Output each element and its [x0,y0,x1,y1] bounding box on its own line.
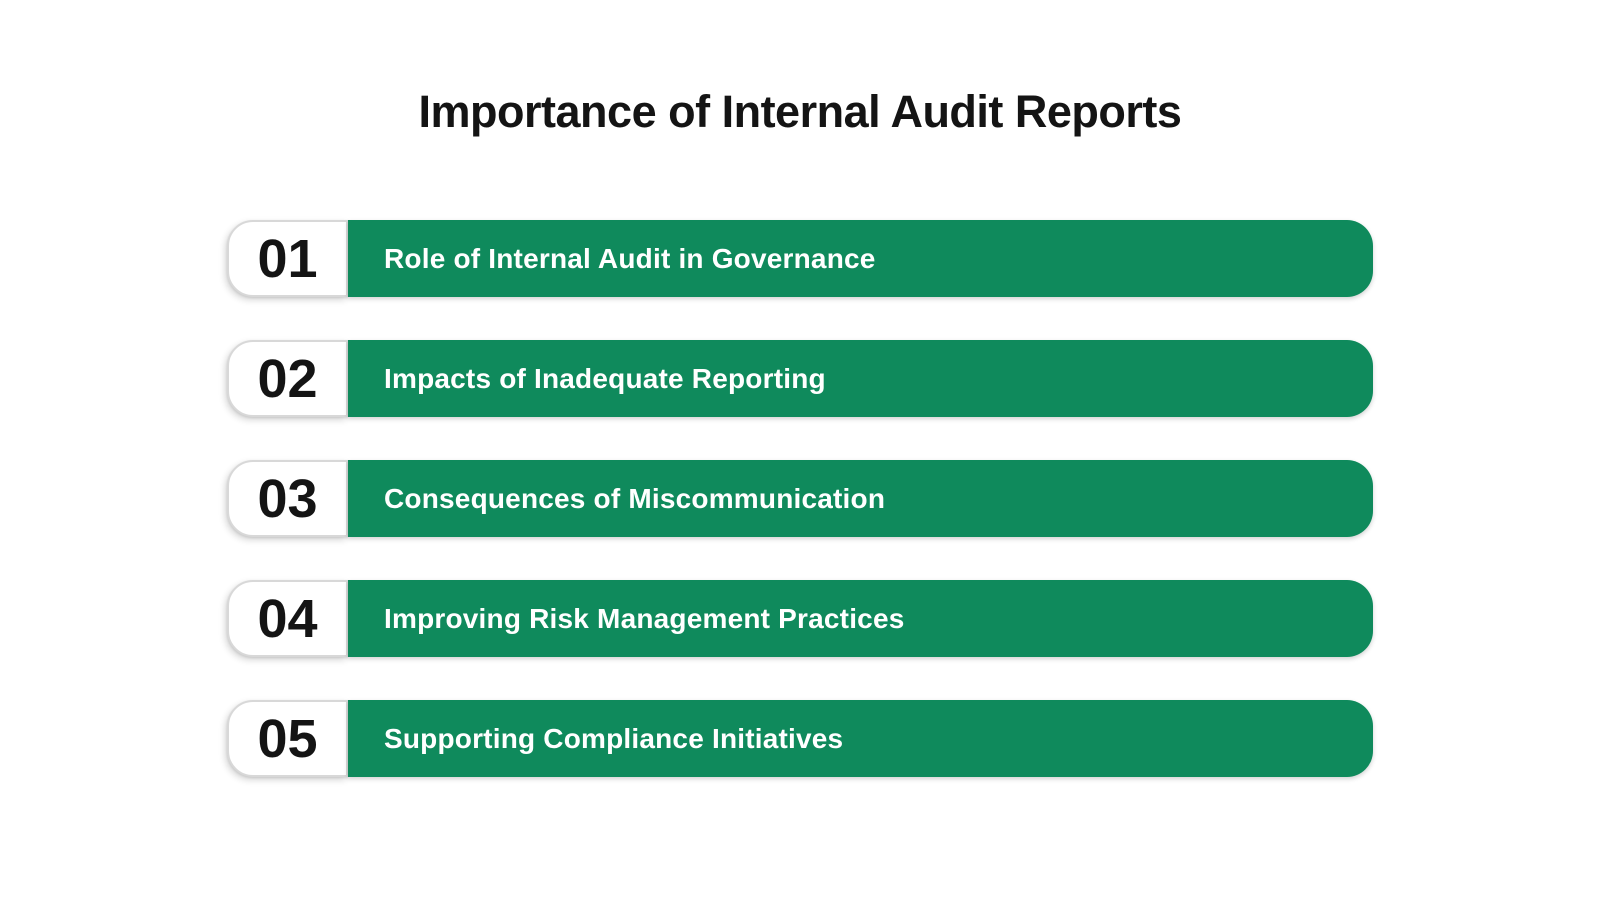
list-item [227,700,1373,777]
item-number-badge: 03 [227,460,348,537]
item-label-bar [348,340,1373,417]
item-label-bar [348,220,1373,297]
item-label: Consequences of Miscommunication [384,482,886,514]
list-item [227,220,1373,297]
item-label-bar [348,460,1373,537]
item-number-badge: 04 [227,580,348,657]
item-number-badge: 01 [227,220,348,297]
item-number-badge: 02 [227,340,348,417]
list-item [227,340,1373,417]
list-item [227,580,1373,657]
page-title: Importance of Internal Audit Reports [418,86,1182,137]
topic-list [227,220,1373,777]
item-label-bar [348,580,1373,657]
item-label: Role of Internal Audit in Governance [384,242,876,274]
item-label: Supporting Compliance Initiatives [384,722,844,754]
item-label: Improving Risk Management Practices [384,602,905,634]
item-number-badge: 05 [227,700,348,777]
item-label-bar [348,700,1373,777]
list-item [227,460,1373,537]
item-label: Impacts of Inadequate Reporting [384,362,826,394]
